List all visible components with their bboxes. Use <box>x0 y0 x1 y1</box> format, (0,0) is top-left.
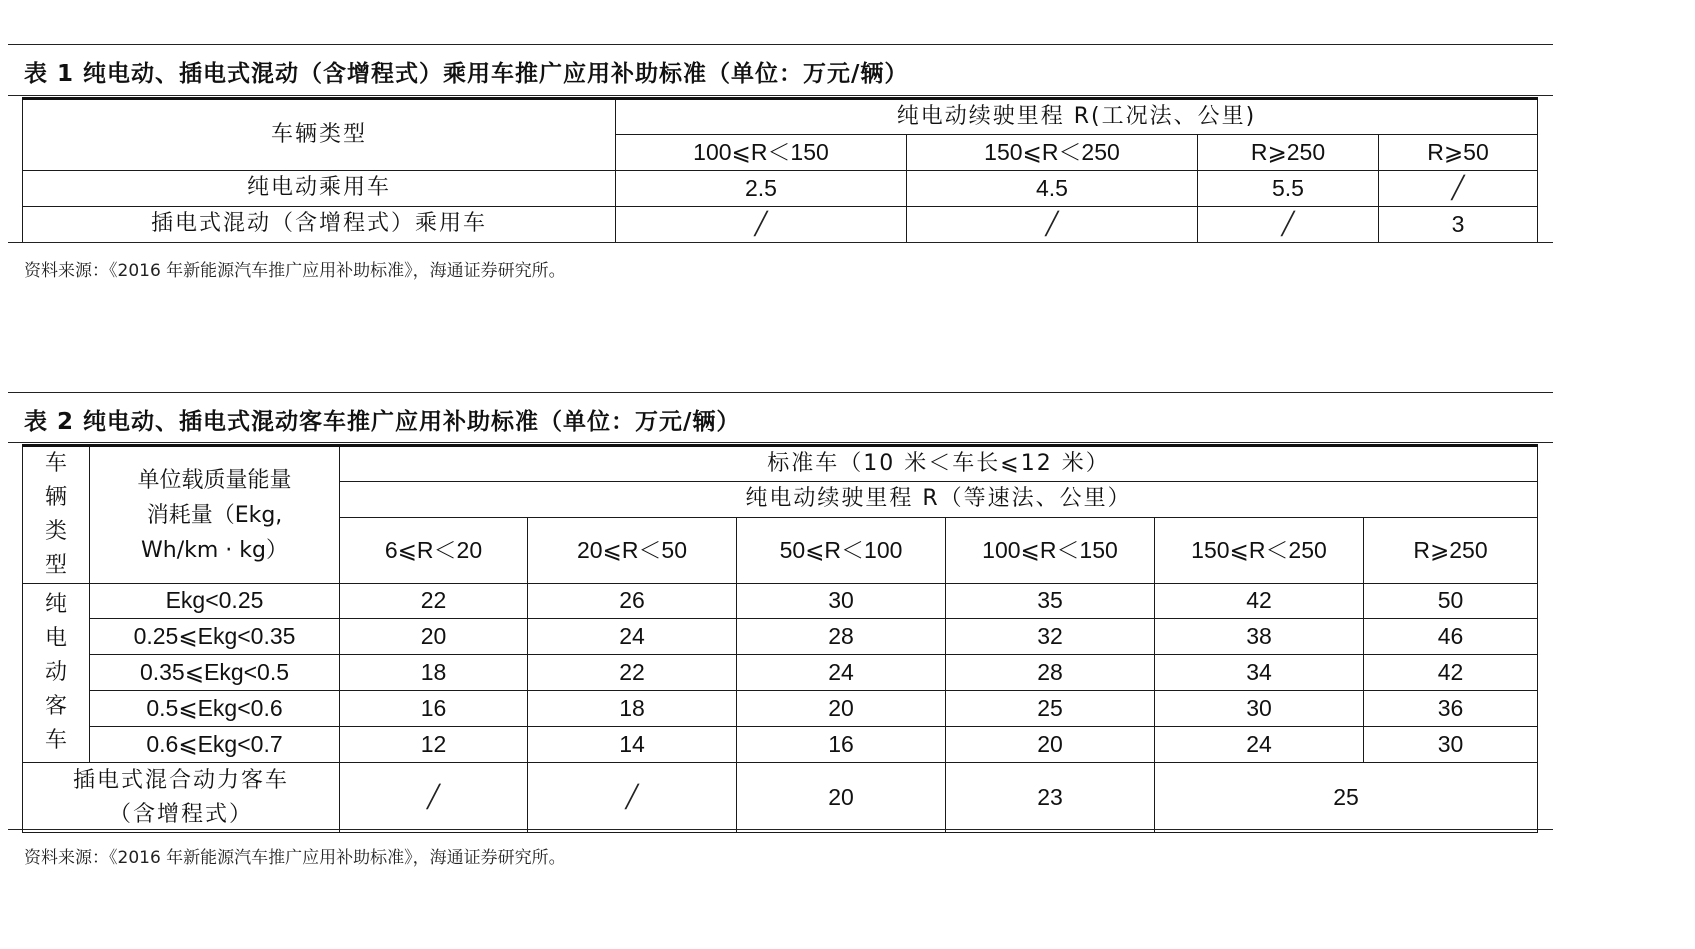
t2-cell: 20 <box>737 763 946 833</box>
t1-vehicle-type-header: 车辆类型 <box>23 99 616 171</box>
t2-phev-label-line: 插电式混合动力客车 <box>72 767 289 793</box>
table2-caption: 表 2 纯电动、插电式混动客车推广应用补助标准（单位：万元/辆） <box>24 409 741 435</box>
table-row <box>23 584 1538 619</box>
t2-range-header: 6⩽R＜20 <box>340 518 528 584</box>
t2-ekg-cell: 0.35⩽Ekg<0.5 <box>90 655 340 691</box>
t2-cell: 38 <box>1155 619 1364 655</box>
t1-cell: 2.5 <box>616 171 907 207</box>
t2-energy-header <box>90 446 340 584</box>
t2-cell: 30 <box>1155 691 1364 727</box>
t1-cell: ╱ <box>1198 207 1379 243</box>
table2-source: 资料来源：《2016 年新能源汽车推广应用补助标准》，海通证券研究所。 <box>24 848 566 868</box>
t2-cell: 32 <box>946 619 1155 655</box>
t2-cell: 20 <box>340 619 528 655</box>
t2-cell: 24 <box>1155 727 1364 763</box>
t2-cell: ╱ <box>528 763 737 833</box>
t2-cell: 18 <box>528 691 737 727</box>
t2-cell: 35 <box>946 584 1155 619</box>
t2-cell: 14 <box>528 727 737 763</box>
t2-range-header: 20⩽R＜50 <box>528 518 737 584</box>
t2-vehicle-type-header: 车 辆 类 型 <box>23 446 90 584</box>
table1 <box>22 97 1538 243</box>
t2-cell: 25 <box>1155 763 1538 833</box>
t2-cell: 18 <box>340 655 528 691</box>
t1-range-header: 100⩽R＜150 <box>616 135 907 171</box>
table-row <box>23 691 1538 727</box>
t2-energy-line: 单位载质量能量 <box>137 467 292 493</box>
t2-cell: 25 <box>946 691 1155 727</box>
t1-range-header: R⩾250 <box>1198 135 1379 171</box>
t1-row-label: 插电式混动（含增程式）乘用车 <box>23 207 616 243</box>
t2-cell: 20 <box>737 691 946 727</box>
caption-rule-1 <box>8 95 1553 96</box>
t2-cell: 20 <box>946 727 1155 763</box>
t2-range-header: 50⩽R＜100 <box>737 518 946 584</box>
t2-cell: 24 <box>528 619 737 655</box>
t2-cell: 28 <box>737 619 946 655</box>
top-rule-1 <box>8 44 1553 45</box>
bottom-rule-1 <box>8 242 1553 243</box>
t2-cell: 50 <box>1364 584 1538 619</box>
table-row <box>23 207 1538 243</box>
t2-standard-bus-header: 标准车（10 米＜车长⩽12 米） <box>340 446 1538 482</box>
t2-cell: 36 <box>1364 691 1538 727</box>
t2-cell: 16 <box>340 691 528 727</box>
t1-cell: 4.5 <box>907 171 1198 207</box>
t2-cell: 30 <box>737 584 946 619</box>
t2-cell: ╱ <box>340 763 528 833</box>
table-row <box>23 763 1538 833</box>
t2-ekg-cell: 0.25⩽Ekg<0.35 <box>90 619 340 655</box>
t2-range-header: R⩾250 <box>1364 518 1538 584</box>
table-row <box>23 727 1538 763</box>
t2-cell: 12 <box>340 727 528 763</box>
t2-cell: 34 <box>1155 655 1364 691</box>
t2-cell: 28 <box>946 655 1155 691</box>
t2-cell: 22 <box>528 655 737 691</box>
caption-rule-2 <box>8 442 1553 443</box>
t1-range-header: R⩾50 <box>1379 135 1538 171</box>
table2 <box>22 444 1538 833</box>
t2-cell: 46 <box>1364 619 1538 655</box>
table1-caption: 表 1 纯电动、插电式混动（含增程式）乘用车推广应用补助标准（单位：万元/辆） <box>24 61 909 87</box>
t1-cell: 5.5 <box>1198 171 1379 207</box>
table-row <box>23 619 1538 655</box>
t2-cell: 23 <box>946 763 1155 833</box>
t2-cell: 26 <box>528 584 737 619</box>
t1-cell: ╱ <box>1379 171 1538 207</box>
t2-cell: 42 <box>1364 655 1538 691</box>
table-row <box>23 655 1538 691</box>
t2-phev-label <box>23 763 340 833</box>
t1-row-label: 纯电动乘用车 <box>23 171 616 207</box>
t2-cell: 16 <box>737 727 946 763</box>
t2-ev-bus-label: 纯 电 动 客 车 <box>23 584 90 763</box>
t2-energy-line: 消耗量（Ekg, <box>146 502 283 528</box>
t2-energy-line: Wh/km · kg） <box>141 537 288 563</box>
t2-cell: 22 <box>340 584 528 619</box>
t2-cell: 24 <box>737 655 946 691</box>
top-rule-2 <box>8 392 1553 393</box>
t1-cell: ╱ <box>907 207 1198 243</box>
t2-ekg-cell: Ekg<0.25 <box>90 584 340 619</box>
t2-ekg-cell: 0.5⩽Ekg<0.6 <box>90 691 340 727</box>
t1-range-header: 150⩽R＜250 <box>907 135 1198 171</box>
table-row <box>23 171 1538 207</box>
t1-range-label-header: 纯电动续驶里程 R(工况法、公里) <box>616 99 1538 135</box>
t2-cell: 42 <box>1155 584 1364 619</box>
t2-cell: 30 <box>1364 727 1538 763</box>
t2-range-header: 150⩽R＜250 <box>1155 518 1364 584</box>
t2-range-label-header: 纯电动续驶里程 R（等速法、公里） <box>340 482 1538 518</box>
t2-ekg-cell: 0.6⩽Ekg<0.7 <box>90 727 340 763</box>
t1-cell: 3 <box>1379 207 1538 243</box>
t2-phev-label-line: （含增程式） <box>108 801 253 827</box>
bottom-rule-2 <box>8 829 1553 830</box>
table1-source: 资料来源：《2016 年新能源汽车推广应用补助标准》，海通证券研究所。 <box>24 261 566 281</box>
t1-cell: ╱ <box>616 207 907 243</box>
t2-range-header: 100⩽R＜150 <box>946 518 1155 584</box>
